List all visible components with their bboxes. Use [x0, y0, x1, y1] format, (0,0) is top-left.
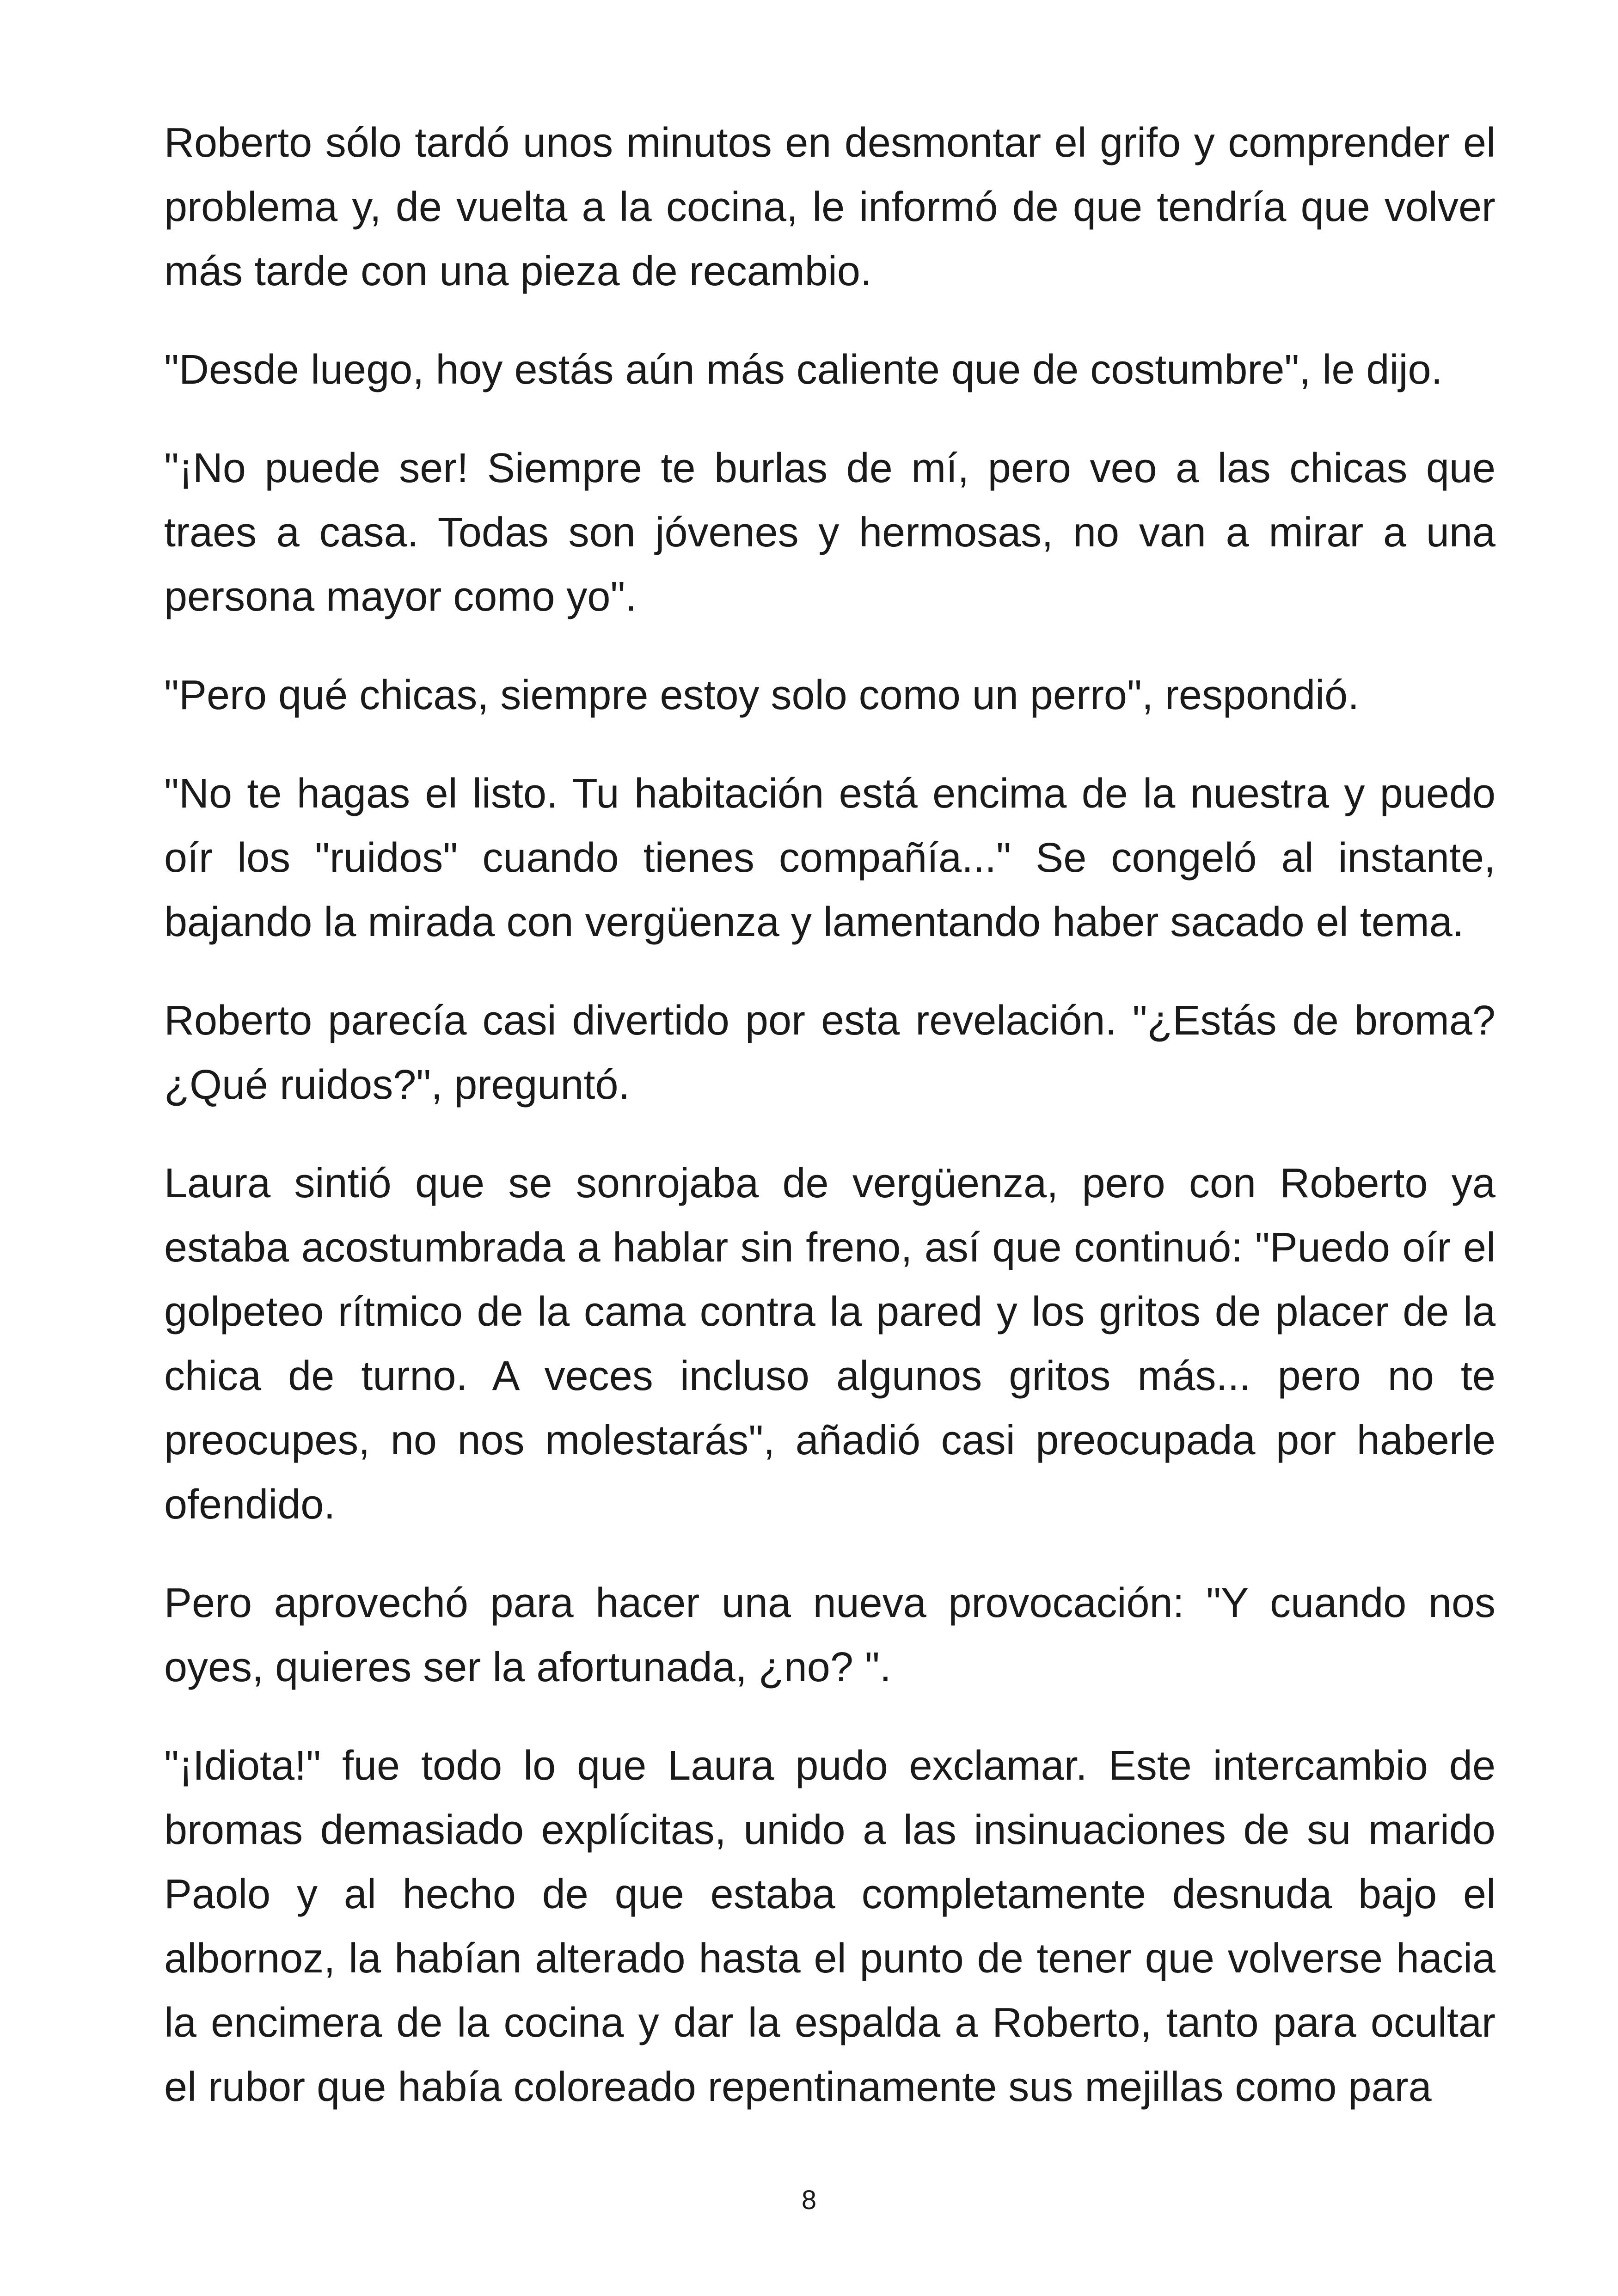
page-number: 8	[801, 2185, 817, 2215]
paragraph: "¡Idiota!" fue todo lo que Laura pudo exclamar. Este intercambio de bromas demasiado explícitas, unido a las insinuaciones de su marido Paolo y al hecho de que estaba completamente desnuda bajo el albornoz, la habían alterado hasta el punto de tener que volverse hacia la encimera de la cocina y dar la espalda a Roberto, tanto para ocultar el rubor que había coloreado repentinamente sus mejillas como para	[164, 1743, 1495, 2110]
paragraph: Pero aprovechó para hacer una nueva provocación: "Y cuando nos oyes, quieres ser la afortunada, ¿no? ".	[164, 1580, 1495, 1690]
paragraph: "Pero qué chicas, siempre estoy solo como un perro", respondió.	[164, 672, 1360, 718]
paragraph: "¡No puede ser! Siempre te burlas de mí, pero veo a las chicas que traes a casa. Todas son jóvenes y hermosas, no van a mirar a una persona mayor como yo".	[164, 445, 1495, 620]
paragraph: "No te hagas el listo. Tu habitación está encima de la nuestra y puedo oír los "ruidos" cuando tienes compañía..." Se congeló al instante, bajando la mirada con vergüenza y lamentando haber sacado el tema.	[164, 771, 1495, 945]
paragraph: "Desde luego, hoy estás aún más caliente que de costumbre", le dijo.	[164, 347, 1443, 393]
paragraph: Laura sintió que se sonrojaba de vergüenza, pero con Roberto ya estaba acostumbrada a hablar sin freno, así que continuó: "Puedo oír el golpeteo rítmico de la cama contra la pared y los gritos de placer de la chica de turno. A veces incluso algunos gritos más... pero no te preocupes, no nos molestarás", añadió casi preocupada por haberle ofendido.	[164, 1160, 1495, 1528]
paragraph: Roberto parecía casi divertido por esta revelación. "¿Estás de broma? ¿Qué ruidos?", preguntó.	[164, 998, 1495, 1108]
body-text	[164, 111, 1495, 2154]
paragraph: Roberto sólo tardó unos minutos en desmontar el grifo y comprender el problema y, de vuelta a la cocina, le informó de que tendría que volver más tarde con una pieza de recambio.	[164, 120, 1495, 294]
